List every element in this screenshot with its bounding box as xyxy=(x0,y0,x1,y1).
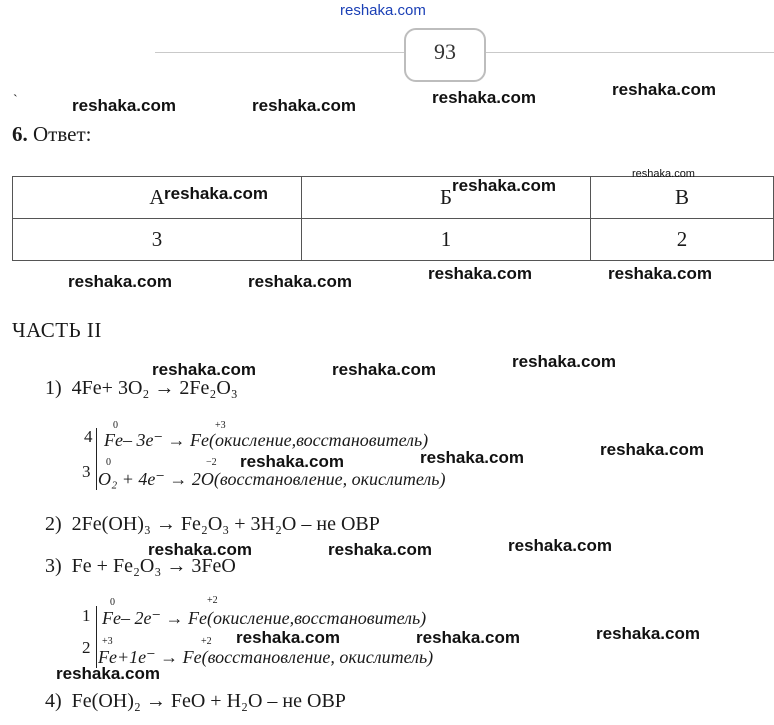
table-header-cell: В xyxy=(591,177,774,219)
item-1 xyxy=(45,377,238,400)
answer-label: Ответ: xyxy=(33,122,92,146)
table-cell: 2 xyxy=(591,219,774,261)
part-title: ЧАСТЬ II xyxy=(12,318,102,342)
watermark: reshaka.com xyxy=(252,96,356,115)
item-equation: 4Fe+ 3O₂ → 2Fe₂O₃ xyxy=(71,377,238,399)
watermark: reshaka.com xyxy=(236,628,340,647)
task-number: 6. xyxy=(12,122,28,146)
watermark: reshaka.com xyxy=(68,272,172,291)
oxidation-state: 0 xyxy=(106,457,111,468)
watermark: reshaka.com xyxy=(600,440,704,459)
watermark: reshaka.com xyxy=(332,360,436,379)
stray-mark: ` xyxy=(13,93,18,108)
watermark: reshaka.com xyxy=(612,80,716,99)
balance-equation: Fe– 3e⁻ → Fe(окисление,восстановитель) xyxy=(104,430,429,450)
oxidation-state: 0 xyxy=(113,420,118,431)
balance-coefficient: 3 xyxy=(82,462,91,481)
balance-equation: O₂ + 4e⁻ → 2O(восстановление, окислитель) xyxy=(98,469,446,489)
item-equation: Fe(OH)₂ → FeO + H₂O – не ОВР xyxy=(71,690,346,712)
item-equation: Fe + Fe₂O₃ → 3FeO xyxy=(71,555,236,577)
item-number: 3) xyxy=(45,555,62,577)
watermark: reshaka.com xyxy=(508,536,612,555)
oxidation-state: +2 xyxy=(201,636,212,647)
item-4 xyxy=(45,690,346,713)
watermark: reshaka.com xyxy=(152,360,256,379)
balance-coefficient: 1 xyxy=(82,606,91,625)
watermark: reshaka.com xyxy=(608,264,712,283)
table-cell: 3 xyxy=(13,219,302,261)
watermark: reshaka.com xyxy=(164,184,268,203)
item-equation: 2Fe(OH)₃ → Fe₂O₃ + 3H₂O – не ОВР xyxy=(71,513,380,535)
oxidation-state: +3 xyxy=(215,420,226,431)
balance-coefficient: 4 xyxy=(84,427,93,446)
table-header-row xyxy=(13,177,774,219)
watermark: reshaka.com xyxy=(328,540,432,559)
item-number: 1) xyxy=(45,377,62,399)
item-number: 2) xyxy=(45,513,62,535)
watermark: reshaka.com xyxy=(596,624,700,643)
watermark: reshaka.com xyxy=(420,448,524,467)
oxidation-state: 0 xyxy=(110,597,115,608)
balance-equation: Fe– 2e⁻ → Fe(окисление,восстановитель) xyxy=(102,608,427,628)
watermark: reshaka.com xyxy=(148,540,252,559)
oxidation-state: +2 xyxy=(207,595,218,606)
watermark: reshaka.com xyxy=(56,664,160,683)
table-header-cell: Б xyxy=(302,177,591,219)
watermark: reshaka.com xyxy=(416,628,520,647)
site-link[interactable]: reshaka.com xyxy=(340,2,426,19)
balance-equation: Fe+1e⁻ → Fe(восстановление, окислитель) xyxy=(98,647,434,667)
balance-bar xyxy=(96,606,97,668)
header-rule-right xyxy=(482,52,774,53)
table-header-cell: А xyxy=(13,177,302,219)
watermark: reshaka.com xyxy=(248,272,352,291)
answer-table xyxy=(12,176,774,261)
item-number: 4) xyxy=(45,690,62,712)
item-2 xyxy=(45,513,380,536)
watermark: reshaka.com xyxy=(72,96,176,115)
header-rule-left xyxy=(155,52,405,53)
table-row xyxy=(13,219,774,261)
oxidation-state: +3 xyxy=(102,636,113,647)
oxidation-state: −2 xyxy=(206,457,217,468)
table-cell: 1 xyxy=(302,219,591,261)
watermark: reshaka.com xyxy=(428,264,532,283)
watermark: reshaka.com xyxy=(240,452,344,471)
watermark: reshaka.com xyxy=(512,352,616,371)
watermark: reshaka.com xyxy=(432,88,536,107)
balance-bar xyxy=(96,428,97,490)
page-number: 93 xyxy=(404,28,486,82)
balance-coefficient: 2 xyxy=(82,638,91,657)
watermark: reshaka.com xyxy=(452,176,556,195)
watermark: reshaka.com xyxy=(632,168,695,180)
answer-heading xyxy=(12,122,91,147)
